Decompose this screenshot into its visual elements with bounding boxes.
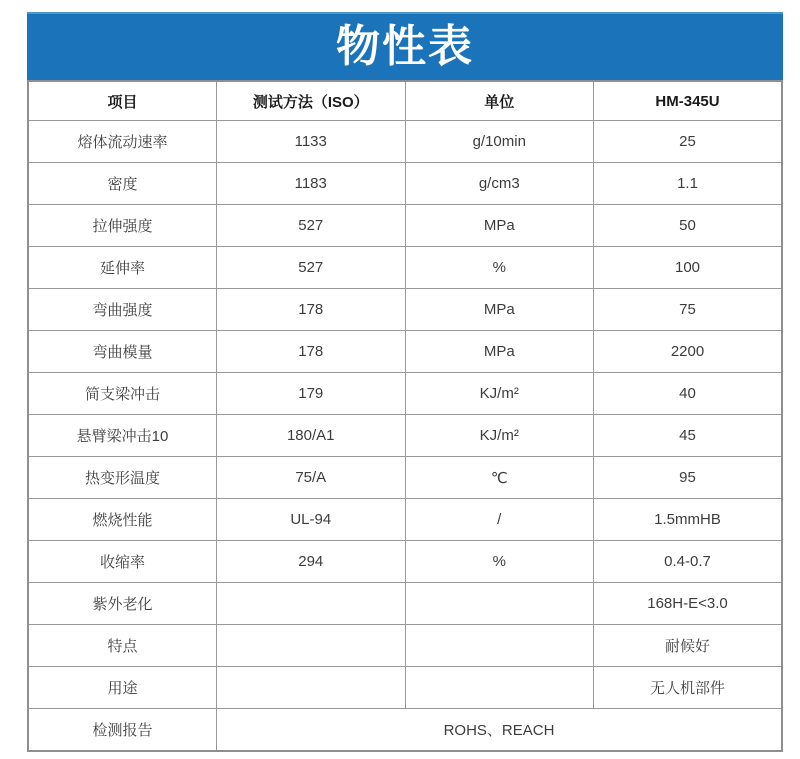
table-row xyxy=(28,121,782,163)
cell-item: 拉伸强度 xyxy=(28,205,217,247)
column-header-method: 测试方法（ISO） xyxy=(217,81,406,121)
cell-unit: KJ/m² xyxy=(405,415,594,457)
table-row xyxy=(28,247,782,289)
cell-method: 1133 xyxy=(217,121,406,163)
cell-unit: % xyxy=(405,247,594,289)
cell-item: 燃烧性能 xyxy=(28,499,217,541)
cell-unit: KJ/m² xyxy=(405,373,594,415)
cell-value: 75 xyxy=(594,289,783,331)
cell-item: 紫外老化 xyxy=(28,583,217,625)
cell-unit xyxy=(405,625,594,667)
cell-method xyxy=(217,667,406,709)
cell-method: 1183 xyxy=(217,163,406,205)
cell-item: 弯曲强度 xyxy=(28,289,217,331)
cell-method xyxy=(217,583,406,625)
properties-table xyxy=(27,80,783,752)
cell-item: 用途 xyxy=(28,667,217,709)
cell-method: 179 xyxy=(217,373,406,415)
table-row xyxy=(28,415,782,457)
cell-method: 178 xyxy=(217,331,406,373)
cell-value: 45 xyxy=(594,415,783,457)
column-header-grade: HM-345U xyxy=(594,81,783,121)
cell-unit xyxy=(405,667,594,709)
cell-item: 特点 xyxy=(28,625,217,667)
table-row xyxy=(28,499,782,541)
table-row xyxy=(28,583,782,625)
table-row xyxy=(28,457,782,499)
cell-method xyxy=(217,625,406,667)
cell-item: 延伸率 xyxy=(28,247,217,289)
cell-report-label: 检测报告 xyxy=(28,709,217,752)
table-row xyxy=(28,373,782,415)
cell-value: 168H-E<3.0 xyxy=(594,583,783,625)
cell-method: 75/A xyxy=(217,457,406,499)
cell-method: 178 xyxy=(217,289,406,331)
cell-value: 无人机部件 xyxy=(594,667,783,709)
cell-value: 1.5mmHB xyxy=(594,499,783,541)
cell-value: 0.4-0.7 xyxy=(594,541,783,583)
cell-unit: ℃ xyxy=(405,457,594,499)
cell-value: 耐候好 xyxy=(594,625,783,667)
cell-method: 527 xyxy=(217,247,406,289)
cell-item: 悬臂梁冲击10 xyxy=(28,415,217,457)
column-header-unit: 单位 xyxy=(405,81,594,121)
cell-value: 95 xyxy=(594,457,783,499)
cell-unit: MPa xyxy=(405,289,594,331)
table-row xyxy=(28,163,782,205)
report-row xyxy=(28,709,782,752)
cell-item: 简支梁冲击 xyxy=(28,373,217,415)
table-row xyxy=(28,625,782,667)
column-header-item: 项目 xyxy=(28,81,217,121)
cell-item: 熔体流动速率 xyxy=(28,121,217,163)
cell-unit: g/10min xyxy=(405,121,594,163)
cell-report-value: ROHS、REACH xyxy=(217,709,783,752)
cell-value: 25 xyxy=(594,121,783,163)
header-row xyxy=(28,81,782,121)
title-banner xyxy=(27,12,783,80)
table-row xyxy=(28,289,782,331)
cell-item: 热变形温度 xyxy=(28,457,217,499)
cell-value: 40 xyxy=(594,373,783,415)
cell-unit: MPa xyxy=(405,205,594,247)
table-row xyxy=(28,331,782,373)
cell-value: 1.1 xyxy=(594,163,783,205)
cell-item: 弯曲模量 xyxy=(28,331,217,373)
cell-unit xyxy=(405,583,594,625)
cell-method: 180/A1 xyxy=(217,415,406,457)
cell-unit: / xyxy=(405,499,594,541)
cell-value: 100 xyxy=(594,247,783,289)
cell-unit: % xyxy=(405,541,594,583)
cell-unit: g/cm3 xyxy=(405,163,594,205)
cell-value: 50 xyxy=(594,205,783,247)
cell-method: 527 xyxy=(217,205,406,247)
cell-item: 密度 xyxy=(28,163,217,205)
cell-value: 2200 xyxy=(594,331,783,373)
table-row xyxy=(28,541,782,583)
cell-unit: MPa xyxy=(405,331,594,373)
cell-method: 294 xyxy=(217,541,406,583)
table-row xyxy=(28,205,782,247)
cell-method: UL-94 xyxy=(217,499,406,541)
page-title: 物性表 xyxy=(336,22,474,71)
cell-item: 收缩率 xyxy=(28,541,217,583)
table-row xyxy=(28,667,782,709)
